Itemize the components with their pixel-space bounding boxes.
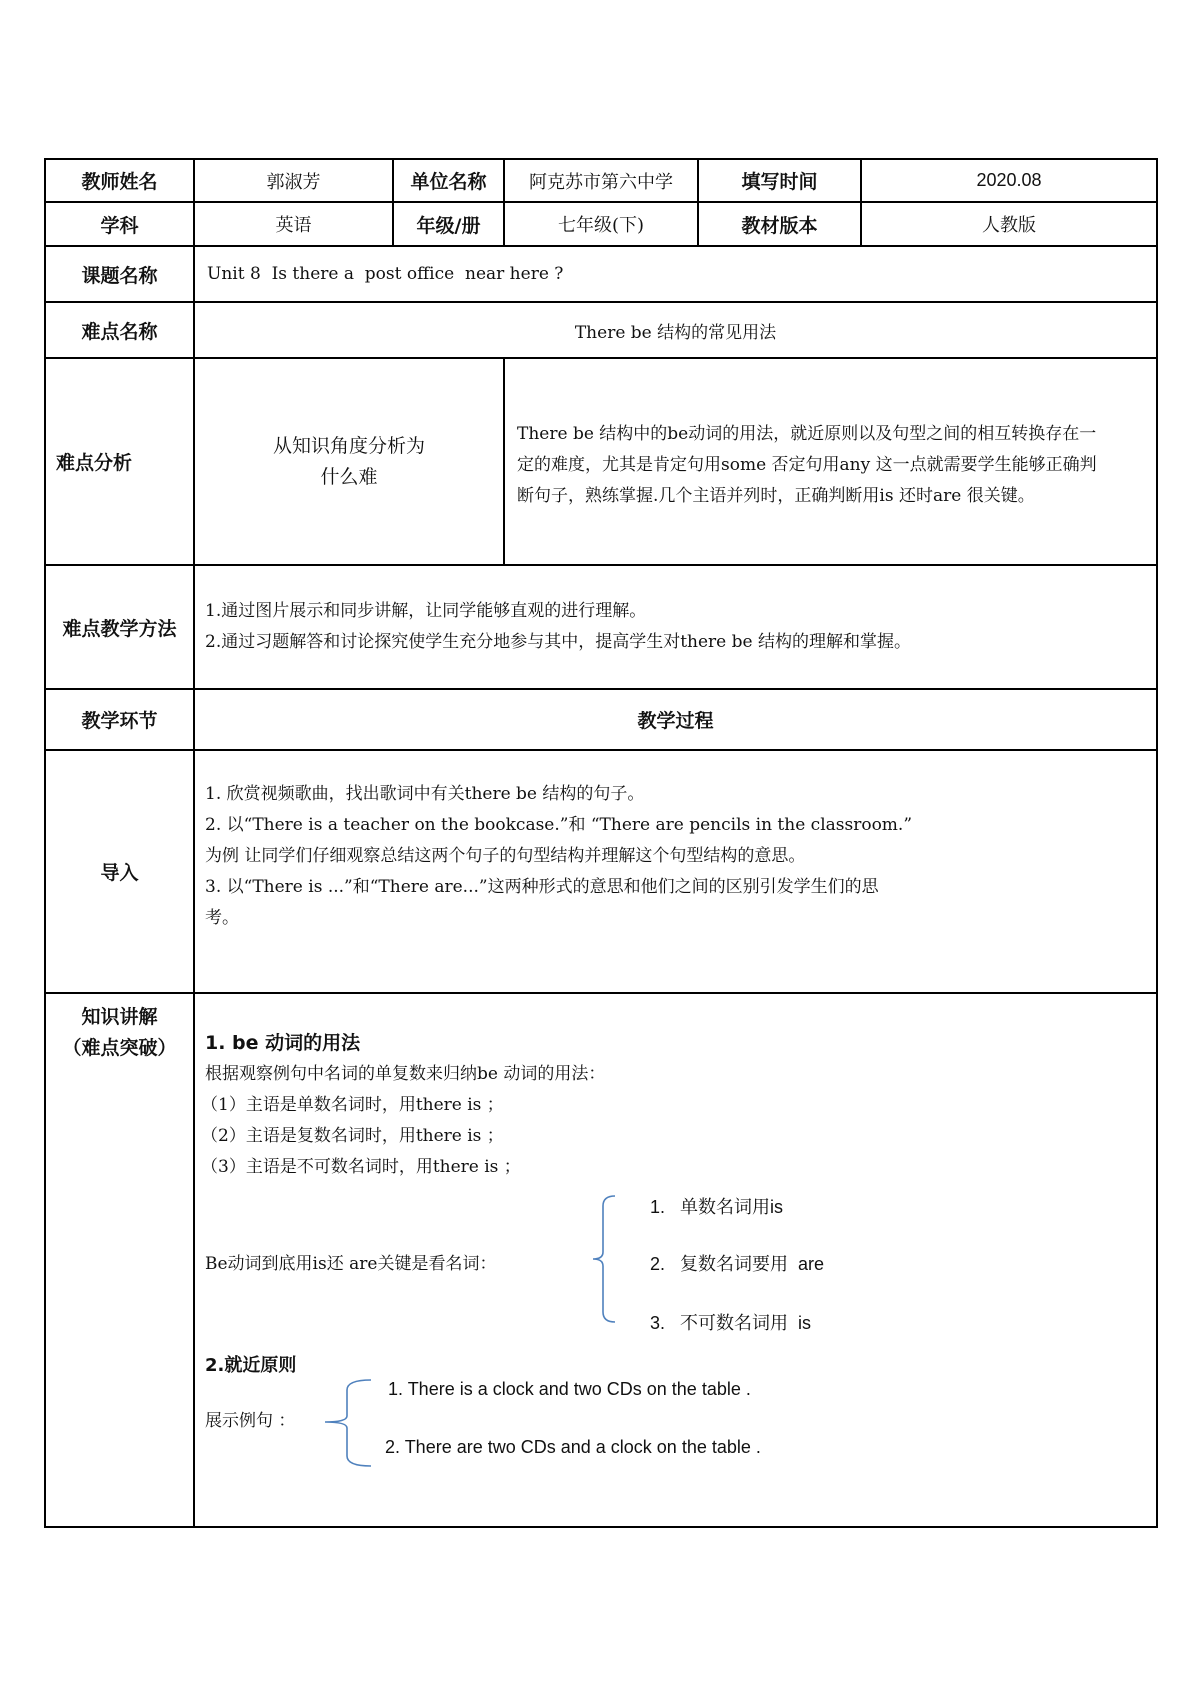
- analysis-line-2: 定的难度，尤其是肯定句用some 否定句用any 这一点就需要学生能够正确判: [517, 455, 1097, 475]
- methods-label: 难点教学方法: [45, 565, 194, 689]
- topic-value: Unit 8 Is there a post office near here ?: [194, 246, 1157, 302]
- rule-lead: Be动词到底用is还 are关键是看名词：: [205, 1254, 497, 1274]
- intro-line-3: 为例 让同学们仔细观察总结这两个句子的句型结构并理解这个句型结构的意思。: [205, 846, 806, 866]
- header-row-1: [45, 159, 1157, 202]
- analysis-text: [504, 358, 1157, 565]
- subject-label: 学科: [45, 202, 194, 246]
- analysis-row: [45, 358, 1157, 565]
- intro-line-2: 2. 以“There is a teacher on the bookcase.”和 “There are pencils in the classroom.”: [205, 815, 913, 835]
- teacher-value: 郭淑芳: [194, 159, 393, 202]
- methods-row: [45, 565, 1157, 689]
- methods-line-2: 2.通过习题解答和讨论探究使学生充分地参与其中，提高学生对there be 结构的理解和掌握。: [205, 632, 911, 652]
- edition-value: 人教版: [861, 202, 1157, 246]
- knowledge-label: [45, 993, 194, 1527]
- analysis-line-3: 断句子，熟练掌握.几个主语并列时，正确判断用is 还时are 很关键。: [517, 486, 1035, 506]
- difficulty-label: 难点名称: [45, 302, 194, 358]
- section1-title: 1. be 动词的用法: [205, 1032, 361, 1054]
- intro-line-1: 1. 欣赏视频歌曲，找出歌词中有关there be 结构的句子。: [205, 784, 645, 804]
- date-label: 填写时间: [698, 159, 861, 202]
- rule-1: 1. 单数名词用is: [650, 1197, 784, 1217]
- lesson-plan-table: [44, 158, 1158, 1528]
- process-header-row: [45, 689, 1157, 750]
- process-title: 教学过程: [194, 689, 1157, 750]
- methods-text: [194, 565, 1157, 689]
- process-label: 教学环节: [45, 689, 194, 750]
- unit-value: 阿克苏市第六中学: [504, 159, 698, 202]
- knowledge-row: [45, 993, 1157, 1527]
- topic-row: [45, 246, 1157, 302]
- topic-label: 课题名称: [45, 246, 194, 302]
- analysis-label: 难点分析: [45, 358, 194, 565]
- teacher-label: 教师姓名: [45, 159, 194, 202]
- examples-bracket-icon: [323, 1378, 373, 1468]
- grade-value: 七年级(下): [504, 202, 698, 246]
- date-value: 2020.08: [861, 159, 1157, 202]
- lesson-plan-form: [44, 158, 1156, 1528]
- subject-value: 英语: [194, 202, 393, 246]
- section1-item-3: （3）主语是不可数名词时，用there is ；: [201, 1157, 521, 1177]
- difficulty-value: There be 结构的常见用法: [194, 302, 1157, 358]
- analysis-sub-label: [194, 358, 504, 565]
- intro-line-4: 3. 以“There is ...”和“There are...”这两种形式的意思和他们之间的区别引发学生们的思: [205, 877, 879, 897]
- analysis-line-1: There be 结构中的be动词的用法，就近原则以及句型之间的相互转换存在一: [517, 424, 1097, 444]
- intro-line-5: 考。: [205, 908, 239, 928]
- section1-item-2: （2）主语是复数名词时，用there is ；: [201, 1126, 504, 1146]
- knowledge-label-2: （难点突破）: [62, 1037, 177, 1059]
- difficulty-row: [45, 302, 1157, 358]
- grade-label: 年级/册: [393, 202, 504, 246]
- example-1: 1. There is a clock and two CDs on the table .: [388, 1379, 751, 1399]
- intro-row: [45, 750, 1157, 993]
- section1-item-1: （1）主语是单数名词时，用there is ；: [201, 1095, 504, 1115]
- example-2: 2. There are two CDs and a clock on the table .: [385, 1437, 761, 1457]
- edition-label: 教材版本: [698, 202, 861, 246]
- example-lead: 展示例句 ：: [205, 1411, 296, 1431]
- knowledge-label-1: 知识讲解: [81, 1006, 158, 1028]
- header-row-2: [45, 202, 1157, 246]
- intro-text: [194, 750, 1157, 993]
- methods-line-1: 1.通过图片展示和同步讲解，让同学能够直观的进行理解。: [205, 601, 647, 621]
- section1-intro: 根据观察例句中名词的单复数来归纳be 动词的用法：: [205, 1064, 606, 1084]
- rule-2: 2. 复数名词要用 are: [650, 1254, 825, 1274]
- intro-label: 导入: [45, 750, 194, 993]
- analysis-sub-label-1: 从知识角度分析为: [272, 434, 425, 457]
- rules-bracket-icon: [591, 1194, 617, 1324]
- rule-3: 3. 不可数名词用 is: [650, 1313, 812, 1333]
- analysis-sub-label-2: 什么难: [320, 465, 378, 488]
- knowledge-content: [194, 993, 1157, 1527]
- unit-label: 单位名称: [393, 159, 504, 202]
- section2-title: 2.就近原则: [205, 1355, 297, 1376]
